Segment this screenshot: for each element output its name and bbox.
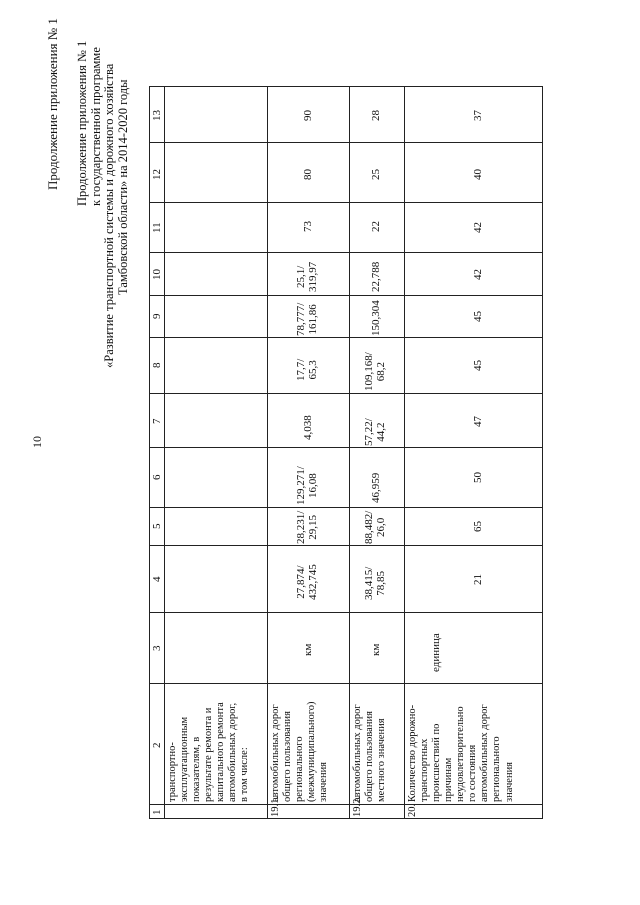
row-19-1-col6: 129,271/ 16,08 [295, 466, 319, 505]
row-19-1-col5: 28,231/ 29,15 [295, 510, 319, 544]
row-20-col6: 50 [472, 472, 484, 483]
row-20-col9: 45 [472, 311, 484, 322]
row-19-1-col4: 27,874/ 432,745 [295, 564, 319, 600]
col-header-4: 4 [151, 576, 163, 582]
row-20-col8: 45 [472, 360, 484, 371]
row-19-2-description: автомобильных дорог общего пользования местного значения [352, 704, 388, 802]
col-header-6: 6 [151, 474, 163, 480]
row-19-1-col7: 4,038 [302, 415, 314, 440]
row-19-2-col12: 25 [370, 169, 382, 180]
row-19-1-col8: 17,7/ 65,3 [295, 358, 319, 381]
col-header-8: 8 [151, 362, 163, 368]
header-continuation: Продолжение приложения № 1 [45, 18, 60, 190]
row-20-col12: 40 [472, 169, 484, 180]
row-19-1-col9: 78,777/ 161,86 [295, 302, 319, 336]
header-line-1: Продолжение приложения № 1 [75, 40, 89, 206]
row-20-col11: 42 [472, 222, 484, 233]
row-20-unit: единица [430, 633, 442, 672]
row-19-2-col8: 109,168/ 68,2 [363, 352, 387, 391]
col-header-9: 9 [151, 313, 163, 319]
row-20-col5: 65 [472, 521, 484, 532]
row-19-2-col9: 150,304 [370, 300, 382, 336]
row-19-2-col4: 38,415/ 78,85 [363, 566, 387, 600]
header-line-3: «Развитие транспортной системы и дорожного хозяйства [102, 63, 116, 368]
row-19-2-col13: 28 [370, 110, 382, 121]
col-header-11: 11 [151, 222, 163, 233]
row-19-1-description: автомобильных дорог общего пользования регионального (межмуниципального) значения [270, 701, 330, 802]
row-19-2-col11: 22 [370, 221, 382, 232]
row-19-2-col7: 57,22/ 44,2 [363, 418, 387, 446]
col-header-2: 2 [151, 742, 163, 748]
row-20-col4: 21 [472, 574, 484, 585]
col-header-5: 5 [151, 523, 163, 529]
col-header-1: 1 [151, 809, 163, 815]
header-line-2: к государственной программе [89, 47, 103, 206]
row-19-1-col12: 80 [302, 169, 314, 180]
row-20-col13: 37 [472, 110, 484, 121]
col-header-13: 13 [151, 110, 163, 121]
row-19-2-col6: 46,959 [370, 472, 382, 503]
row-19-2-unit: км [370, 643, 382, 656]
row-19-2-col5: 88,482/ 26,0 [363, 510, 387, 544]
row-19-2-number: 19.2. [352, 796, 363, 817]
page-number: 10 [30, 436, 44, 448]
row-20-number: 20. [407, 803, 418, 817]
col-header-12: 12 [151, 169, 163, 180]
row-20-col10: 42 [472, 269, 484, 280]
col-header-3: 3 [151, 645, 163, 651]
col-header-7: 7 [151, 418, 163, 424]
row-19-1-col11: 73 [302, 221, 314, 232]
row-20-col7: 47 [472, 416, 484, 427]
row-20-description: Количество дорожно- транспортных происшествий по причинам неудовлетворительно го состояния автомобильных дорог регионального значения [407, 704, 515, 802]
row-19-2-col10: 22,788 [370, 261, 382, 292]
row-19-1-unit: км [302, 643, 314, 656]
row-19-1-col10: 25,1/ 319,97 [295, 261, 319, 292]
row-19-1-number: 19.1. [270, 796, 281, 817]
col-header-10: 10 [151, 269, 163, 280]
header-line-4: Тамбовской области» на 2014-2020 годы [116, 79, 130, 295]
row-19-1-col13: 90 [302, 110, 314, 121]
row-cont-description: транспортно- эксплуатационным показателям, в результате ремонта и капитального ремонта автомобильных дорог, в том числе: [167, 702, 251, 802]
